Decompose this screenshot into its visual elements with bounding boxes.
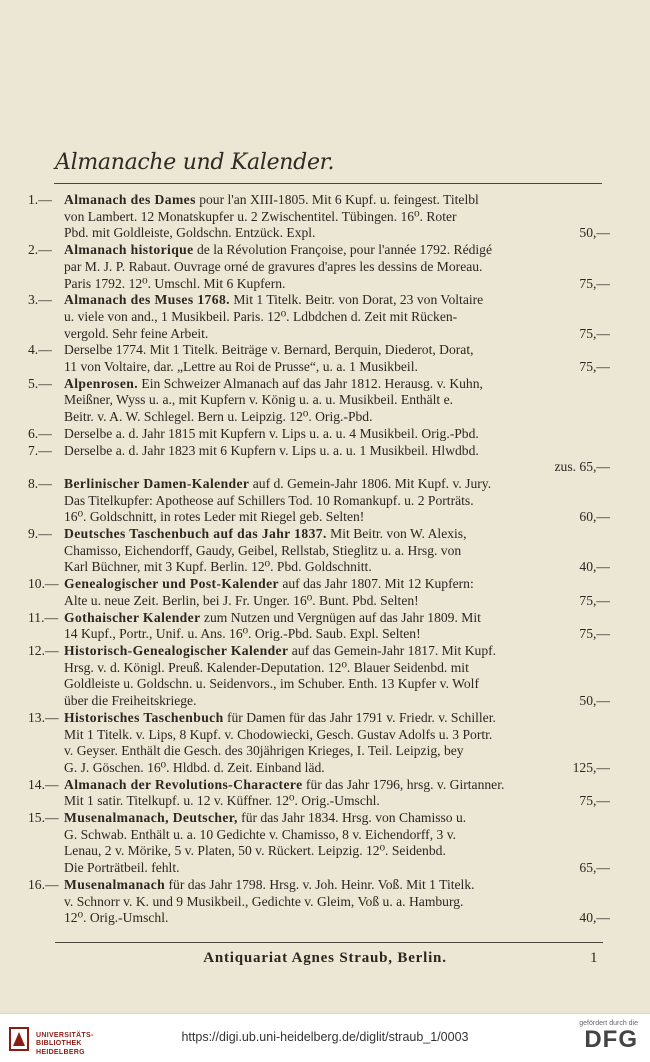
logo-line-1: UNIVERSITÄTS- <box>36 1032 94 1039</box>
entry-number: 6.— <box>28 425 52 441</box>
entry-price: 125,— <box>572 759 610 775</box>
entry-title: Musenalmanach, Deutscher, <box>64 810 238 826</box>
entry-price: zus. 65,— <box>554 459 610 475</box>
entry-title: Genealogischer und Post-Kalender <box>64 576 279 592</box>
entry-price: 65,— <box>579 860 610 876</box>
entry-text: auf d. Gemein-Jahr 1806. Mit Kupf. v. Jury. <box>249 475 492 491</box>
entry-price: 75,— <box>579 592 610 608</box>
catalog-entry <box>28 526 610 576</box>
entry-line <box>64 242 610 259</box>
entry-text: für Damen für das Jahr 1791 v. Friedr. v. Schiller. <box>223 709 496 725</box>
entry-text: Goldleiste u. Goldschn. u. Seidenvors., im Schuber. Enth. 13 Kupfer v. Wolf <box>64 676 479 692</box>
entry-line <box>64 543 610 560</box>
entry-number: 4.— <box>28 342 52 358</box>
entry-price: 75,— <box>579 626 610 642</box>
entry-text: Mit 1 satir. Titelkupf. u. 12 v. Küffner. 12⁰. Orig.-Umschl. <box>64 793 380 809</box>
entry-line <box>64 910 610 927</box>
entry-text: über die Freiheitskriege. <box>64 693 197 709</box>
entry-text: Die Porträtbeil. fehlt. <box>64 860 180 876</box>
entry-text: Derselbe 1774. Mit 1 Titelk. Beiträge v. Bernard, Berquin, Diederot, Dorat, <box>64 342 474 358</box>
entry-title: Berlinischer Damen-Kalender <box>64 475 250 491</box>
entry-text: u. viele von and., 1 Musikbeil. Paris. 12⁰. Ldbdchen d. Zeit mit Rücken- <box>64 308 458 324</box>
entry-number: 14.— <box>28 776 59 792</box>
entry-line <box>64 727 610 744</box>
footer-rule <box>55 942 603 943</box>
entry-line <box>64 459 610 476</box>
entry-line <box>64 476 610 493</box>
catalog-entry <box>28 242 610 292</box>
entry-text: vergold. Sehr feine Arbeit. <box>64 325 209 341</box>
entry-line <box>64 610 610 627</box>
entry-text: 14 Kupf., Portr., Unif. u. Ans. 16⁰. Orig.-Pbd. Saub. Expl. Selten! <box>64 626 421 642</box>
catalog-entry <box>28 476 610 526</box>
entry-line <box>64 810 610 827</box>
catalog-entry <box>28 576 610 609</box>
catalog-entry <box>28 292 610 342</box>
entry-line <box>64 660 610 677</box>
entry-line <box>64 793 610 810</box>
entry-number: 10.— <box>28 576 59 592</box>
catalog-entry <box>28 610 610 643</box>
entry-number: 9.— <box>28 526 52 542</box>
entry-text: 16⁰. Goldschnitt, in rotes Leder mit Riegel geb. Selten! <box>64 509 365 525</box>
entry-line <box>64 843 610 860</box>
catalog-entry <box>28 643 610 710</box>
entry-text: G. J. Göschen. 16⁰. Hldbd. d. Zeit. Einband läd. <box>64 759 325 775</box>
entry-line <box>64 392 610 409</box>
permalink-url[interactable]: https://digi.ub.uni-heidelberg.de/diglit/straub_1/0003 <box>181 1030 469 1044</box>
entry-line <box>64 894 610 911</box>
entry-line <box>64 309 610 326</box>
entry-number: 8.— <box>28 475 52 491</box>
entry-line <box>64 860 610 877</box>
entry-text: zum Nutzen und Vergnügen auf das Jahr 1809. Mit <box>200 609 481 625</box>
catalog-entries <box>28 192 610 927</box>
catalog-entry <box>28 777 610 810</box>
entry-number: 13.— <box>28 709 59 725</box>
entry-title: Almanach der Revolutions-Charactere <box>64 776 303 792</box>
catalog-entry <box>28 710 610 777</box>
viewer-bottom-bar <box>0 1013 650 1062</box>
funding-note: gefördert durch die <box>579 1020 638 1027</box>
entry-text: für das Jahr 1798. Hrsg. v. Joh. Heinr. Voß. Mit 1 Titelk. <box>165 876 475 892</box>
header-rule <box>54 183 602 184</box>
entry-text: Paris 1792. 12⁰. Umschl. Mit 6 Kupfern. <box>64 275 286 291</box>
entry-text: v. Schnorr v. K. und 9 Musikbeil., Gedichte v. Gleim, Voß u. a. Hamburg. <box>64 893 464 909</box>
page-number: 1 <box>590 950 598 966</box>
entry-number: 15.— <box>28 810 59 826</box>
entry-line <box>64 877 610 894</box>
entry-price: 75,— <box>579 793 610 809</box>
entry-text: Karl Büchner, mit 3 Kupf. Berlin. 12⁰. Pbd. Goldschnitt. <box>64 559 372 575</box>
entry-price: 50,— <box>579 693 610 709</box>
entry-title: Historisch-Genealogischer Kalender <box>64 642 289 658</box>
entry-text: Derselbe a. d. Jahr 1823 mit 6 Kupfern v. Lips u. a. u. 1 Musikbeil. Hlwdbd. <box>64 442 479 458</box>
entry-price: 75,— <box>579 275 610 291</box>
entry-line <box>64 526 610 543</box>
entry-text: Alte u. neue Zeit. Berlin, bei J. Fr. Unger. 16⁰. Bunt. Pbd. Selten! <box>64 592 419 608</box>
entry-line <box>64 326 610 343</box>
entry-line <box>64 443 610 460</box>
entry-title: Deutsches Taschenbuch auf das Jahr 1837. <box>64 526 327 542</box>
entry-title: Musenalmanach <box>64 876 166 892</box>
entry-line <box>64 760 610 777</box>
entry-number: 1.— <box>28 192 52 207</box>
entry-text: Hrsg. v. d. Königl. Preuß. Kalender-Deputation. 12⁰. Blauer Seidenbd. mit <box>64 659 469 675</box>
entry-line <box>64 643 610 660</box>
entry-text: für das Jahr 1796, hrsg. v. Girtanner. <box>302 776 505 792</box>
entry-number: 5.— <box>28 375 52 391</box>
entry-title: Gothaischer Kalender <box>64 609 201 625</box>
entry-title: Almanach historique <box>64 242 194 258</box>
entry-line <box>64 192 610 209</box>
entry-price: 60,— <box>579 509 610 525</box>
entry-text: pour l'an XIII-1805. Mit 6 Kupf. u. feingest. Titelbl <box>195 192 479 207</box>
entry-line <box>64 342 610 359</box>
entry-number: 3.— <box>28 292 52 308</box>
catalog-entry <box>28 443 610 476</box>
entry-text: Pbd. mit Goldleiste, Goldschn. Entzück. Expl. <box>64 225 316 241</box>
entry-text: auf das Gemein-Jahr 1817. Mit Kupf. <box>288 642 497 658</box>
entry-price: 40,— <box>579 910 610 926</box>
entry-title: Almanach des Dames <box>64 192 196 207</box>
entry-line <box>64 376 610 393</box>
entry-line <box>64 693 610 710</box>
catalog-entry <box>28 192 610 242</box>
entry-text: Das Titelkupfer: Apotheose auf Schillers Tod. 10 Romankupf. u. 2 Porträts. <box>64 492 474 508</box>
entry-number: 11.— <box>28 609 59 625</box>
entry-text: auf das Jahr 1807. Mit 12 Kupfern: <box>278 576 474 592</box>
catalog-entry <box>28 810 610 877</box>
page-title: Almanache und Kalender. <box>55 150 335 175</box>
entry-line <box>64 593 610 610</box>
entry-line <box>64 493 610 510</box>
entry-text: de la Révolution Françoise, pour l'année 1792. Rédigé <box>193 242 493 258</box>
entry-text: par M. J. P. Rabaut. Ouvrage orné de gravures d'apres les dessins de Moreau. <box>64 258 483 274</box>
catalog-entry <box>28 877 610 927</box>
logo-line-2: BIBLIOTHEK <box>36 1040 82 1048</box>
entry-line <box>64 259 610 276</box>
entry-line <box>64 676 610 693</box>
catalog-entry <box>28 342 610 375</box>
entry-text: Lenau, 2 v. Mörike, 5 v. Platen, 50 v. Rückert. Leipzig. 12⁰. Seidenbd. <box>64 843 446 859</box>
entry-line <box>64 626 610 643</box>
entry-line <box>64 359 610 376</box>
entry-line <box>64 777 610 794</box>
entry-line <box>64 426 610 443</box>
entry-number: 12.— <box>28 642 59 658</box>
entry-price: 40,— <box>579 559 610 575</box>
entry-price: 50,— <box>579 225 610 241</box>
entry-line <box>64 710 610 727</box>
entry-text: v. Geyser. Enthält die Gesch. des 30jährigen Krieges, I. Teil. Leipzig, bey <box>64 743 464 759</box>
entry-price: 75,— <box>579 359 610 375</box>
entry-number: 2.— <box>28 242 52 258</box>
entry-line <box>64 576 610 593</box>
funding-credit <box>579 1020 638 1053</box>
entry-line <box>64 409 610 426</box>
entry-text: Mit Beitr. von W. Alexis, <box>326 526 467 542</box>
entry-line <box>64 225 610 242</box>
entry-text: für das Jahr 1834. Hrsg. von Chamisso u. <box>237 810 467 826</box>
catalog-entry <box>28 426 610 443</box>
entry-line <box>64 509 610 526</box>
entry-number: 7.— <box>28 442 52 458</box>
entry-text: 11 von Voltaire, dar. „Lettre au Roi de Prusse“, u. a. 1 Musikbeil. <box>64 359 418 375</box>
entry-title: Almanach des Muses 1768. <box>64 292 230 308</box>
entry-text: Derselbe a. d. Jahr 1815 mit Kupfern v. Lips u. a. u. 4 Musikbeil. Orig.-Pbd. <box>64 425 479 441</box>
entry-line <box>64 209 610 226</box>
publisher-footer: Antiquariat Agnes Straub, Berlin. <box>203 950 447 966</box>
entry-number: 16.— <box>28 876 59 892</box>
dfg-logo[interactable]: DFG <box>584 1026 638 1053</box>
entry-text: Ein Schweizer Almanach auf das Jahr 1812. Herausg. v. Kuhn, <box>138 375 483 391</box>
entry-text: von Lambert. 12 Monatskupfer u. 2 Zwischentitel. Tübingen. 16⁰. Roter <box>64 208 457 224</box>
entry-line <box>64 292 610 309</box>
entry-title: Alpenrosen. <box>64 375 139 391</box>
entry-text: Mit 1 Titelk. Beitr. von Dorat, 23 von Voltaire <box>229 292 484 308</box>
entry-title: Historisches Taschenbuch <box>64 709 224 725</box>
entry-text: Mit 1 Titelk. v. Lips, 8 Kupf. v. Chodowiecki, Gesch. Gustav Adolfs u. 3 Portr. <box>64 726 493 742</box>
entry-text: 12⁰. Orig.-Umschl. <box>64 910 169 926</box>
entry-price: 75,— <box>579 325 610 341</box>
catalog-entry <box>28 376 610 426</box>
entry-text: G. Schwab. Enthält u. a. 10 Gedichte v. Chamisso, 8 v. Eichendorff, 3 v. <box>64 826 457 842</box>
entry-line <box>64 559 610 576</box>
entry-text: Chamisso, Eichendorff, Gaudy, Geibel, Rellstab, Stieglitz u. a. Hrsg. von <box>64 542 462 558</box>
entry-line <box>64 827 610 844</box>
entry-text: Meißner, Wyss u. a., mit Kupfern v. König u. a. u. Musikbeil. Enthält e. <box>64 392 454 408</box>
logo-line-3: HEIDELBERG <box>36 1048 85 1056</box>
entry-line <box>64 743 610 760</box>
entry-text: Beitr. v. A. W. Schlegel. Bern u. Leipzig. 12⁰. Orig.-Pbd. <box>64 409 373 425</box>
entry-line <box>64 276 610 293</box>
